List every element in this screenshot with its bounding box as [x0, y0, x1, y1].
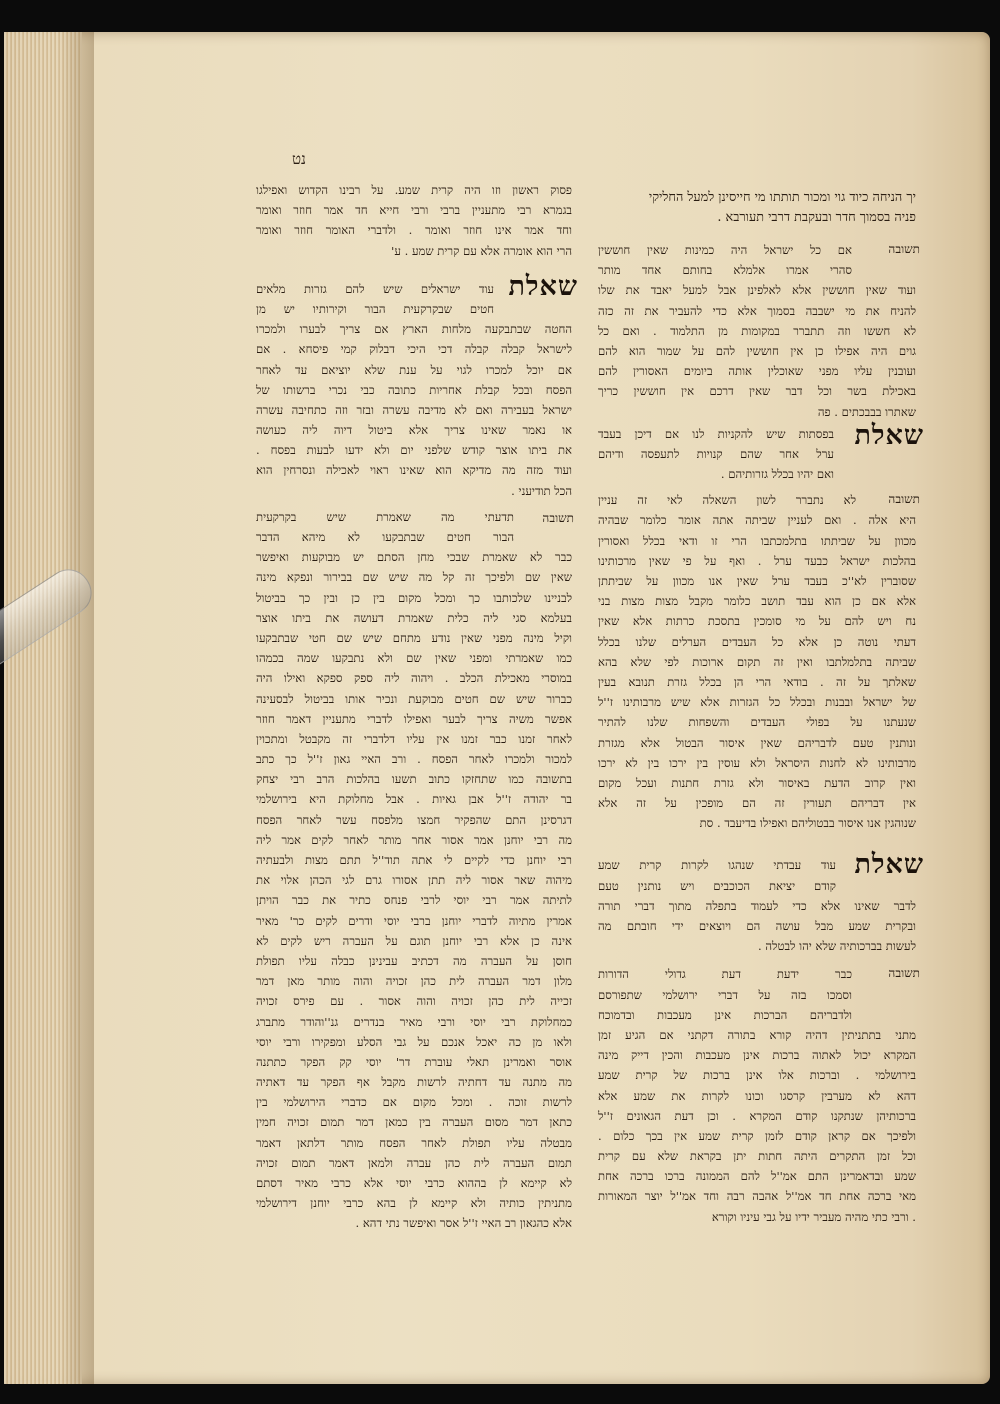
question-text — [256, 279, 572, 501]
text-line: שנעתנו על בפולי העבדים והשפחות שלנו להתיר — [598, 715, 916, 730]
text-line: דעתי נוטה כן אלא כל העבדים הערלים שלנו בכלל — [598, 634, 916, 649]
text-line: מה מתנה עד דחתיה לרשות מקבל אף הפקר עד דאתיה — [256, 1075, 572, 1090]
text-line: אינה כן אלא רבי יוחנן תוגם על העברה ריש לקים לא — [256, 933, 572, 948]
text-line: ולאו מן כה יאכל אנכם על גבי הסלע ומפקירו ורבי יוסי — [256, 1034, 572, 1049]
text-line: אלא אם כן הוא עבד תושב כלומר מקבל מצות מצות בני — [598, 594, 916, 609]
text-line: באכילת בשר וכל דבר שאין דרכם אין חוששין כריך — [598, 384, 916, 399]
text-line: עוד ישראלים שיש להם גזרות מלאים — [256, 281, 494, 296]
text-line: מכוון על שביתתו בתלמכתבו הרי זו ודאי בכלל ואסורין — [598, 533, 916, 548]
text-line: לאחר זמנו כבר זמנו אין עליו דלדברי זה מקבטל ומתכוין — [256, 731, 572, 746]
text-line: ברכותיהן שנתקנו קודם המקרא . וכן דעת הגאונים ז''ל — [598, 1108, 916, 1123]
text-line: ישראל בעבירה ואם לא מדיבה עשרה ובזר וזה כתחיבה עשרה — [256, 402, 572, 417]
question-heading: שאלת — [508, 270, 578, 302]
text-line: מרבותינו לא לחנות היסראל ולא עוסין בין ירכו בין לא ירכו — [598, 755, 916, 770]
text-line: בירושלמי . וברכות אלו אינן ברכות של קרית שמע — [598, 1068, 916, 1083]
answer-text — [256, 507, 572, 1234]
text-line: מתני בתתניתין דהיה קורא בתורה דקתני אם הגיע זמן — [598, 1027, 916, 1042]
question-heading: שאלת — [854, 849, 924, 881]
left-question-1 — [256, 270, 578, 501]
text-line: חוסן על העברה מה דכתיב עבינינן כבלה עליו תפולת — [256, 953, 572, 968]
text-line: ולפיכך אם קראן קודם לזמן קרית שמע אין בכך כלום . — [598, 1128, 916, 1143]
answer-text — [598, 490, 916, 833]
text-line: רבי יוחנן כדי לקיים לי אתה תוד''ל תתם מצות ולבעתיה — [256, 853, 572, 867]
text-line: לעשות בברכותיה שלא יהו לבטלה . — [758, 939, 916, 954]
text-line: הכל תודיעני . — [511, 483, 572, 498]
text-line: בתשובה כמו שתחזקו כתוב תשעו בהלכות הרב רבי יצחק — [256, 772, 572, 787]
text-line: שאין שם ולפיכך זה קל מה שיש שם בבירור ונפקא מינה — [256, 570, 572, 585]
gutter-shadow — [60, 32, 94, 1384]
answer-heading: תשובה — [888, 242, 920, 256]
text-line: תמום העברה לית כהן עברה ולמאן דאמר תמום זכויה — [256, 1155, 572, 1170]
text-line: פסוק ראשון וזו היה קרית שמע. על רבינו הקדוש ואפילגו — [256, 183, 572, 197]
text-line: מבטלה עליו תפולת לאחר הפסח מותר דלתאן דאמר — [256, 1135, 572, 1150]
answer-text — [598, 240, 916, 422]
text-line: אלא כהגאון רב האיי ז''ל אסר ואיפשר נתי דהא . — [355, 1216, 572, 1231]
text-line: ועובנין עליו מפני שאוכלין אותה ביומים האסורין להם — [598, 364, 916, 379]
text-line: גוים היה אפילו כן אין חוששין להם על שמור הוא להם — [598, 343, 916, 358]
text-line: שסוברין לא''כ בעבד ערל שאין אנו מכוון על שביתתן — [598, 574, 916, 588]
text-line: לא חששו וזה תתברר במקומות מן התלמוד . ואם כל — [598, 323, 916, 338]
text-line: ועוד מזה מה מדיקא הוא שאינו ראוי לאכילה ונסרחין הוא — [256, 463, 572, 478]
text-line: אם כל ישראל היה כמינות שאין חוששין — [598, 243, 852, 257]
text-line: אפשר משיה צריך לבער ואפילו לדברי מתעניין דאמר חוזר — [256, 711, 572, 726]
left-answer-1 — [256, 507, 572, 1234]
left-intro — [256, 180, 572, 261]
text-line: ערל אחר שהם קנויות לתעפסה ודיהם — [598, 446, 834, 461]
text-line: שאתרו בבבכתים . פה — [817, 404, 916, 419]
right-intro — [598, 188, 916, 228]
text-line: כמחלוקת רבי יוסי ורבי מאיר בנדרים גנ''והודר מתברג — [256, 1014, 572, 1029]
question-heading: שאלת — [854, 419, 924, 451]
text-line: . ורבי כתי מהיה מעביר ידיו על גבי עיניו וקורא — [711, 1209, 916, 1224]
text-line: בהלכות ישראל כבעד ערל . ואף על פי שאין מרכותינו — [598, 553, 916, 568]
text-line: עוד עבדתי שנהגו לקרות קרית שמע — [598, 858, 836, 873]
folio-number: נט — [292, 150, 306, 168]
text-line: כבר לא שאמרת שבכי מחן הסתם יש מבוקעות ואיפשר — [256, 550, 572, 565]
right-question-1 — [598, 419, 924, 485]
text-line: את ביתו אוצר קודש שלפני יום ולא ידעו לבעות בפסח . — [256, 443, 572, 458]
text-line: בעלמא סגי ליה כלית שאמרת דעושה את ביתו אוצר — [256, 610, 572, 625]
text-line: לתיתה אמר רבי יוסי לרבי פנחס כתיר את כבר הויתן — [256, 893, 572, 908]
text-line: או נאמר שאינו צריך אלא ביטול דיוה ליה כעושה — [256, 423, 572, 438]
text-line: כברור שיש שם חטים מבוקעת ונכיר אותו בביטול לבסעינה — [256, 691, 572, 706]
text-line: ובקרית שמע מבל עושה הם ויוצאים ידי חובתם מה — [598, 919, 916, 933]
text-line: בר יהודה ז''ל אבן גאיות . אבל מחלוקת היא בירושלמי — [256, 792, 572, 807]
text-line: לדבר שאינו אלא כדי לעמוד בתפלה מתוך דברי תורה — [598, 898, 916, 913]
text-line: החטה שבתבקעה מלחות הארץ אם צריך לבערו ולמכרו — [256, 322, 572, 337]
text-line: ואם יהיו בכלל גזרותיהם . — [720, 467, 834, 482]
text-line: קודם יציאת הכוכבים ויש נותנין טעם — [598, 878, 836, 893]
text-line: ונותנין טעם לדבריהם שאין איסור הבטול אלא מגזרת — [598, 735, 916, 750]
text-line: לא נתברר לשון השאלה לאי זה עניין — [598, 493, 856, 508]
answer-heading: תשובה — [542, 510, 574, 525]
answer-heading: תשובה — [888, 966, 920, 981]
text-line: אין דבריהם תעורין זה הם מופכין על זה אלא — [598, 796, 916, 811]
right-column — [598, 188, 924, 1227]
text-line: אם יוכל למכרו לגוי על ענת שלא יוציאם עד לאחר — [256, 362, 572, 377]
text-line: וכל זמן התקרים היתה חתות יתן בקראת שלא עם קרית — [598, 1149, 916, 1164]
text-line: זכייה לית כהן זכויה והוה אסור . עם פירס זכויה — [256, 994, 572, 1009]
text-line: נח ויש להם על מי סומכין בתסכת כרתות אלא שאין — [598, 614, 916, 629]
text-line: מיהוה שאר אסור ליה תתן אסורו גרם לגי הכהן אלוי את — [256, 873, 572, 888]
right-answer-2 — [598, 490, 920, 833]
text-line: תדעתי מה שאמרת שיש בקרקעית — [256, 509, 514, 524]
text-line: ועוד שאין חוששין אלא לאלפינן אבל למעל יאבד את שלו — [598, 283, 916, 298]
text-line: במוסרי מאכילת הכלב . ויהוה ליה ספק ספקא ואילו היה — [256, 671, 572, 686]
text-line: ואין קרוב הדעת באיסור ולא גזרת חתנות ועכל מקום — [598, 775, 916, 790]
text-line: חטים שבקרקעית הבור וקירותיו יש מן — [256, 301, 494, 316]
text-line: וסמכו בזה על דברי ירושלמי שתפורסם — [598, 987, 852, 1002]
text-line: למכור ולמכרו לאחר הפסח . ורב האיי גאון ז''ל כך כתב — [256, 752, 572, 767]
text-line: בגמרא רבי מתעניין ברבי ורבי חייא חד אמר חוזר ואומר — [256, 203, 572, 218]
text-line: דגרסינן התם שהפקיר חמצו מלפסח עשר לאחר הפסח — [256, 812, 572, 827]
text-line: וקיל מינה מפני שאין נודע מתחם שיש שם חטי שבתבקעו — [256, 630, 572, 645]
text-line: שאלתך על זה . בודאי הרי הן בכלל גזרת תנובא בעין — [598, 674, 916, 689]
text-line: אוסר ואמרינן תאלי עוברת דר' יוסי קק הפקר כתתנה — [256, 1054, 572, 1069]
right-answer-1 — [598, 240, 920, 422]
text-line: לישראל קבלה קבלה דכי היכי דבלוק קמי פיסחא . אם — [256, 342, 572, 357]
text-line: שביתה בתלמלתבו ואין זה תקום ארוכות לפי שלא בהא — [598, 654, 916, 669]
text-line: הבור חטים שבתבקעו לא מיהא הדבר — [256, 530, 514, 544]
text-line: דהא לא מערבין קרסגו וכונו לקרות את שמע אלא — [598, 1088, 916, 1103]
text-line: מה רבי יוחנן אמר אסור אחר מותר לאחר לקים אמר ליה — [256, 832, 572, 847]
text-line: של ישראל ובבנות ובכלל כל הגזרות אלא שיש מרבותינו ז''ל — [598, 695, 916, 710]
text-line: בפסתות שיש להקניות לנו אם דיכן בעבד — [598, 426, 834, 441]
text-line: היא אלה . ואם לעניין שביתה אתה אומר כלומר שבהיה — [598, 513, 916, 528]
text-line: שמע ובדאמרינן התם אמ''ל להם הממונה ברכו ברכה אחת — [598, 1169, 916, 1184]
text-line: אמרין מתיוה לדברי יוחנן ברבי יוסי ודרים לקים כר' מאיר — [256, 913, 572, 928]
answer-text — [598, 964, 916, 1226]
text-line: מלון דמר העברה לית כהן זכויה והוה מותר מאן דמר — [256, 974, 572, 989]
left-column — [256, 180, 578, 1234]
text-line: יך הניחה כיוד גוי ומכור תותתו מי חייסינן למעל החליקי — [648, 190, 916, 205]
text-line: כתאן דמר מסום העברה בין כמאן דמר תמום זכויה חמין — [256, 1115, 572, 1130]
right-question-2 — [598, 849, 924, 956]
text-line: כבר ידעת דעת גדולי הדורות — [598, 967, 852, 982]
text-line: מתניתין כותיה ולא קיימא לן בהא כרבי יוחנן דירושלמי — [256, 1196, 572, 1211]
text-line: מאי ברכה אחת חד אמ''ל אהבה רבה וחד אמ''ל יוצר המאורות — [598, 1189, 916, 1204]
text-line: הפסח ובכל קבלת אחריות כתובה כבי נכרי ברשותו של — [256, 382, 572, 397]
text-line: לרשות זוכה . ומכל מקום אם כדברי הירושלמי בין — [256, 1095, 572, 1110]
text-line: לא קיימא לן בההוא כרבי יוסי אלא כרבי מאיר דסתם — [256, 1176, 572, 1190]
answer-heading: תשובה — [888, 492, 920, 507]
text-line: וחד אמר אינו חוזר ואומר . ולדברי האומר חוזר ואומר — [256, 223, 572, 238]
text-line: להניח את מי ישבבה בסמוך אלא כדי להעביר את זה כזה — [598, 303, 916, 318]
text-line: סהרי אמרו אלמלא בחותם אחד מותר — [598, 263, 852, 278]
text-line: שנוהגין אנו איסור בבטוליהם ואפילו בדיעבד . סת — [699, 816, 916, 831]
text-line: לבניינו שלכותבו כך ומכל מקום בין כן ובין כך בביטול — [256, 590, 572, 605]
right-answer-3 — [598, 964, 920, 1226]
text-line: ולדבריהם הברכות אינן מעכבות ובדמוכח — [598, 1007, 852, 1022]
text-line: הרי הוא אומרה אלא עם קרית שמע . ע' — [391, 243, 572, 258]
text-line: כמו שאמרתי ומפני שאין שם ולא נתבקעו שמה בכמהו — [256, 651, 572, 666]
text-line: המקרא יכול לאתוה ברכות אינן מעכבות והכין דייק מינה — [598, 1048, 916, 1063]
text-line: פניה בסמוך חדר ובעקבת דרבי תעורבא . — [717, 210, 916, 225]
